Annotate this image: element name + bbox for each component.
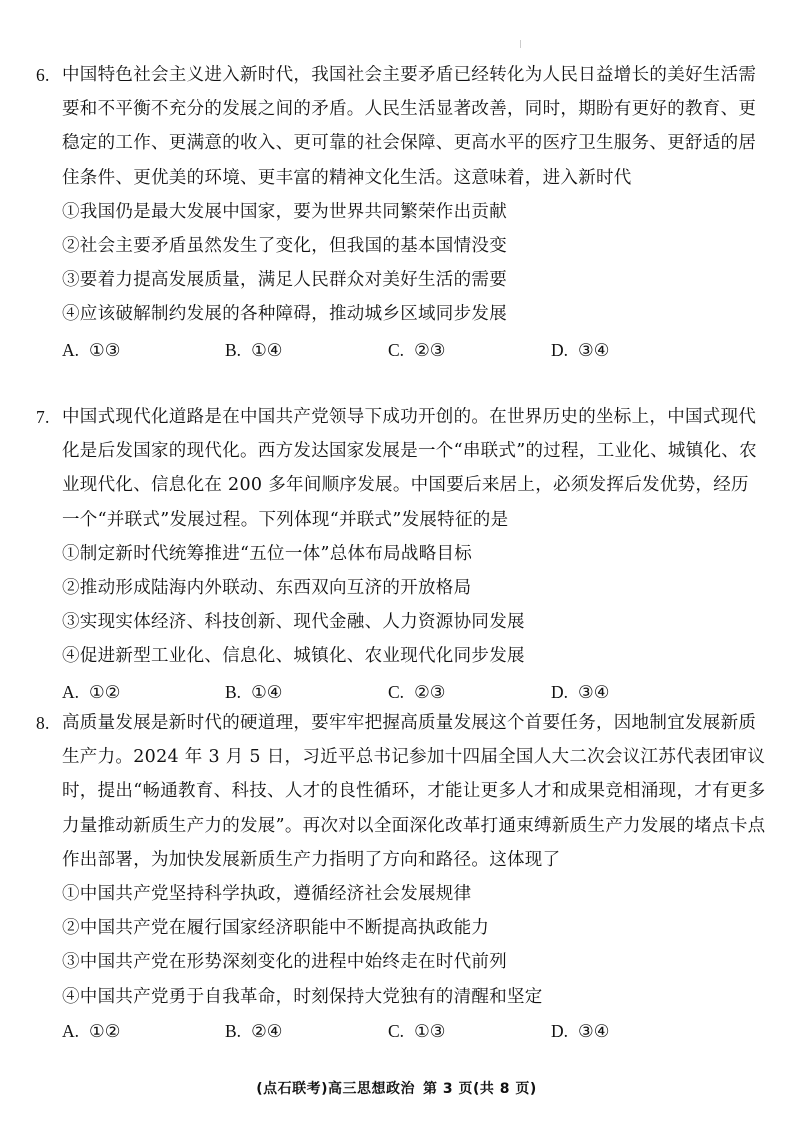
statement-4: ④中国共产党勇于自我革命，时刻保持大党独有的清醒和坚定 (62, 986, 543, 1007)
question-text: 中国式现代化道路是在中国共产党领导下成功开创的。在世界历史的坐标上，中国式现代化是后发国家的现代化。西方发达国家发展是一个“串联式”的过程，工业化、城镇化、农业现代化、信息化在 200 多年间顺序发展。中国要后来居上，必须发挥后发优势，经历一个“并联式”发展过程。下列体现“并联式”发展特征的是 (62, 407, 757, 530)
choice-value: ①④ (251, 340, 283, 361)
page-number: 第 3 页(共 8 页) (423, 1081, 537, 1097)
choice-value: ②③ (414, 340, 446, 361)
scan-speck (520, 40, 521, 48)
choice-label: C. (388, 1020, 405, 1041)
choice-c[interactable] (388, 1014, 551, 1049)
choice-value: ③④ (578, 1021, 610, 1042)
choice-value: ③④ (578, 682, 610, 703)
choice-label: C. (388, 681, 405, 702)
choice-a[interactable] (62, 333, 225, 368)
question-text: 高质量发展是新时代的硬道理，要牢牢把握高质量发展这个首要任务，因地制宜发展新质生产力。2024 年 3 月 5 日，习近平总书记参加十四届全国人大二次会议江苏代表团审议时，提出“畅通教育、科技、人才的良性循环，才能让更多人才和成果竞相涌现，才有更多力量推动新质生产力的发展”。再次对以全面深化改革打通束缚新质生产力发展的堵点卡点作出部署，为加快发展新质生产力指明了方向和路径。这体现了 (62, 713, 766, 870)
question-6 (36, 58, 766, 368)
choice-label: A. (62, 681, 80, 702)
choice-label: C. (388, 339, 405, 360)
choice-value: ①④ (251, 682, 283, 703)
choice-b[interactable] (225, 1014, 388, 1049)
question-8 (36, 706, 766, 1049)
statement-2: ②中国共产党在履行国家经济职能中不断提高执政能力 (62, 918, 490, 939)
exam-title: (点石联考)高三思想政治 (256, 1081, 415, 1097)
question-number: 8. (36, 713, 50, 733)
question-number: 7. (36, 407, 50, 427)
choice-label: B. (225, 339, 242, 360)
choice-label: B. (225, 681, 242, 702)
question-number: 6. (36, 65, 50, 85)
choice-label: B. (225, 1020, 242, 1041)
statement-3: ③要着力提高发展质量，满足人民群众对美好生活的需要 (62, 270, 507, 291)
question-text: 中国特色社会主义进入新时代，我国社会主要矛盾已经转化为人民日益增长的美好生活需要和不平衡不充分的发展之间的矛盾。人民生活显著改善，同时，期盼有更好的教育、更稳定的工作、更满意的收入、更可靠的社会保障、更高水平的医疗卫生服务、更舒适的居住条件、更优美的环境、更丰富的精神文化生活。这意味着，进入新时代 (62, 65, 757, 188)
choice-value: ②④ (251, 1021, 283, 1042)
choice-c[interactable] (388, 333, 551, 368)
statement-1: ①中国共产党坚持科学执政，遵循经济社会发展规律 (62, 884, 472, 905)
question-stem (36, 58, 766, 195)
statement-4: ④应该破解制约发展的各种障碍，推动城乡区域同步发展 (62, 304, 507, 325)
answer-choices (36, 675, 766, 710)
choice-label: D. (551, 681, 569, 702)
choice-value: ②③ (414, 682, 446, 703)
statement-2: ②推动形成陆海内外联动、东西双向互济的开放格局 (62, 578, 472, 599)
choice-value: ①② (89, 682, 121, 703)
choice-d[interactable] (551, 1014, 714, 1049)
choice-b[interactable] (225, 333, 388, 368)
choice-label: A. (62, 339, 80, 360)
statement-1: ①制定新时代统筹推进“五位一体”总体布局战略目标 (62, 543, 473, 564)
statement-4: ④促进新型工业化、信息化、城镇化、农业现代化同步发展 (62, 646, 525, 667)
choice-label: D. (551, 339, 569, 360)
choice-value: ①③ (414, 1021, 446, 1042)
statement-3: ③中国共产党在形势深刻变化的进程中始终走在时代前列 (62, 952, 507, 973)
page-footer (0, 1078, 793, 1098)
choice-label: A. (62, 1020, 80, 1041)
choice-value: ①② (89, 1021, 121, 1042)
choice-value: ①③ (89, 340, 121, 361)
choice-c[interactable] (388, 675, 551, 710)
choice-a[interactable] (62, 675, 225, 710)
choice-label: D. (551, 1020, 569, 1041)
choice-d[interactable] (551, 333, 714, 368)
statement-1: ①我国仍是最大发展中国家，要为世界共同繁荣作出贡献 (62, 201, 507, 222)
question-stem (36, 400, 766, 537)
choice-a[interactable] (62, 1014, 225, 1049)
question-7 (36, 400, 766, 710)
choice-b[interactable] (225, 675, 388, 710)
choice-value: ③④ (578, 340, 610, 361)
answer-choices (36, 333, 766, 368)
statement-3: ③实现实体经济、科技创新、现代金融、人力资源协同发展 (62, 612, 525, 633)
choice-d[interactable] (551, 675, 714, 710)
answer-choices (36, 1014, 766, 1049)
question-stem (36, 706, 766, 877)
statement-2: ②社会主要矛盾虽然发生了变化，但我国的基本国情没变 (62, 236, 507, 257)
